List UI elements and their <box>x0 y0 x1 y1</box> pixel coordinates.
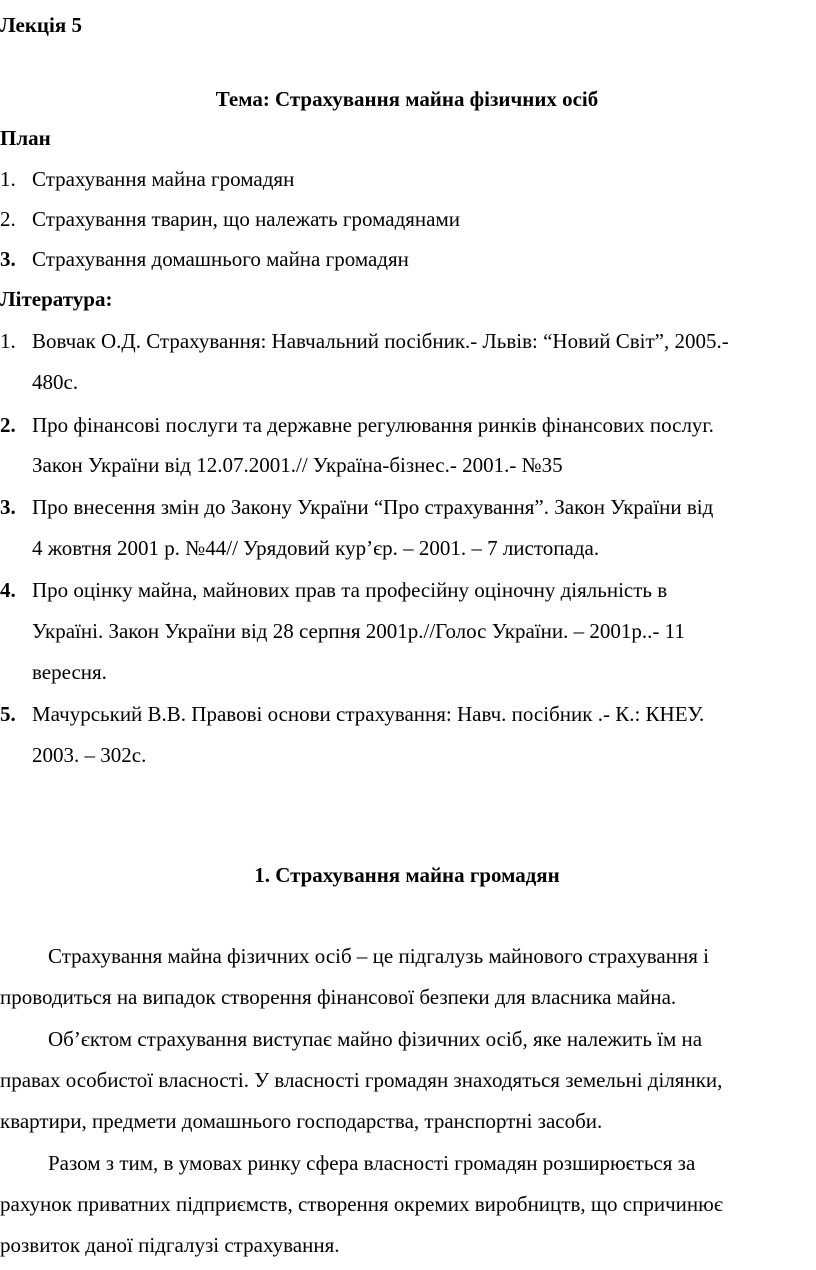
literature-item-continuation: Закон України від 12.07.2001.// Україна-бізнес.- 2001.- №35 <box>32 453 563 477</box>
literature-item-number: 3. <box>0 495 16 519</box>
literature-item <box>0 577 667 603</box>
literature-item <box>0 701 704 727</box>
literature-item-text: Вовчак О.Д. Страхування: Навчальний посібник.- Львів: “Новий Світ”, 2005.- <box>32 329 729 353</box>
plan-item-text: Страхування домашнього майна громадян <box>32 247 409 271</box>
literature-item-continuation: 4 жовтня 2001 р. №44// Урядовий кур’єр. – 2001. – 7 листопада. <box>32 536 600 560</box>
paragraph-line: правах особистої власності. У власності громадян знаходяться земельні ділянки, <box>0 1068 723 1092</box>
plan-item-text: Страхування майна громадян <box>32 167 295 191</box>
section-title: 1. Страхування майна громадян <box>254 863 560 887</box>
literature-item-continuation: 480с. <box>32 370 79 394</box>
plan-item <box>0 246 409 272</box>
plan-item-text: Страхування тварин, що належать громадянами <box>32 207 461 231</box>
literature-item-continuation: вересня. <box>32 660 107 684</box>
paragraph-line: Страхування майна фізичних осіб – це підгалузь майнового страхування і <box>48 944 709 968</box>
paragraph-line: квартири, предмети домашнього господарства, транспортні засоби. <box>0 1109 603 1133</box>
paragraph-line: Об’єктом страхування виступає майно фізичних осіб, яке належить їм на <box>48 1027 703 1051</box>
plan-item <box>0 166 294 192</box>
literature-item-text: Про внесення змін до Закону України “Про страхування”. Закон України від <box>32 495 714 519</box>
literature-item-text: Про оцінку майна, майнових прав та професійну оціночну діяльність в <box>32 578 668 602</box>
plan-item-number: 1. <box>0 167 16 191</box>
literature-item-number: 4. <box>0 578 16 602</box>
literature-item <box>0 412 714 438</box>
literature-item-continuation: 2003. – 302с. <box>32 743 147 767</box>
literature-item-text: Мачурський В.В. Правові основи страхування: Навч. посібник .- К.: КНЕУ. <box>32 702 705 726</box>
literature-item-text: Про фінансові послуги та державне регулювання ринків фінансових послуг. <box>32 413 714 437</box>
literature-heading: Література: <box>0 287 113 311</box>
plan-heading: План <box>0 126 51 150</box>
literature-item <box>0 328 729 354</box>
topic-title: Тема: Страхування майна фізичних осіб <box>215 87 599 111</box>
paragraph-line: Разом з тим, в умовах ринку сфера власності громадян розширюється за <box>48 1151 696 1175</box>
lecture-label: Лекція 5 <box>0 13 82 37</box>
literature-item-number: 5. <box>0 702 16 726</box>
paragraph-line: рахунок приватних підприємств, створення окремих виробництв, що спричинює <box>0 1192 723 1216</box>
plan-item-number: 2. <box>0 207 16 231</box>
paragraph-line: розвиток даної підгалузі страхування. <box>0 1233 340 1257</box>
plan-item <box>0 206 460 232</box>
literature-item-continuation: Україні. Закон України від 28 серпня 2001р.//Голос України. – 2001р..- 11 <box>32 619 685 643</box>
plan-item-number: 3. <box>0 247 16 271</box>
paragraph-line: проводиться на випадок створення фінансової безпеки для власника майна. <box>0 985 677 1009</box>
literature-item <box>0 494 713 520</box>
literature-item-number: 2. <box>0 413 16 437</box>
literature-item-number: 1. <box>0 329 16 353</box>
